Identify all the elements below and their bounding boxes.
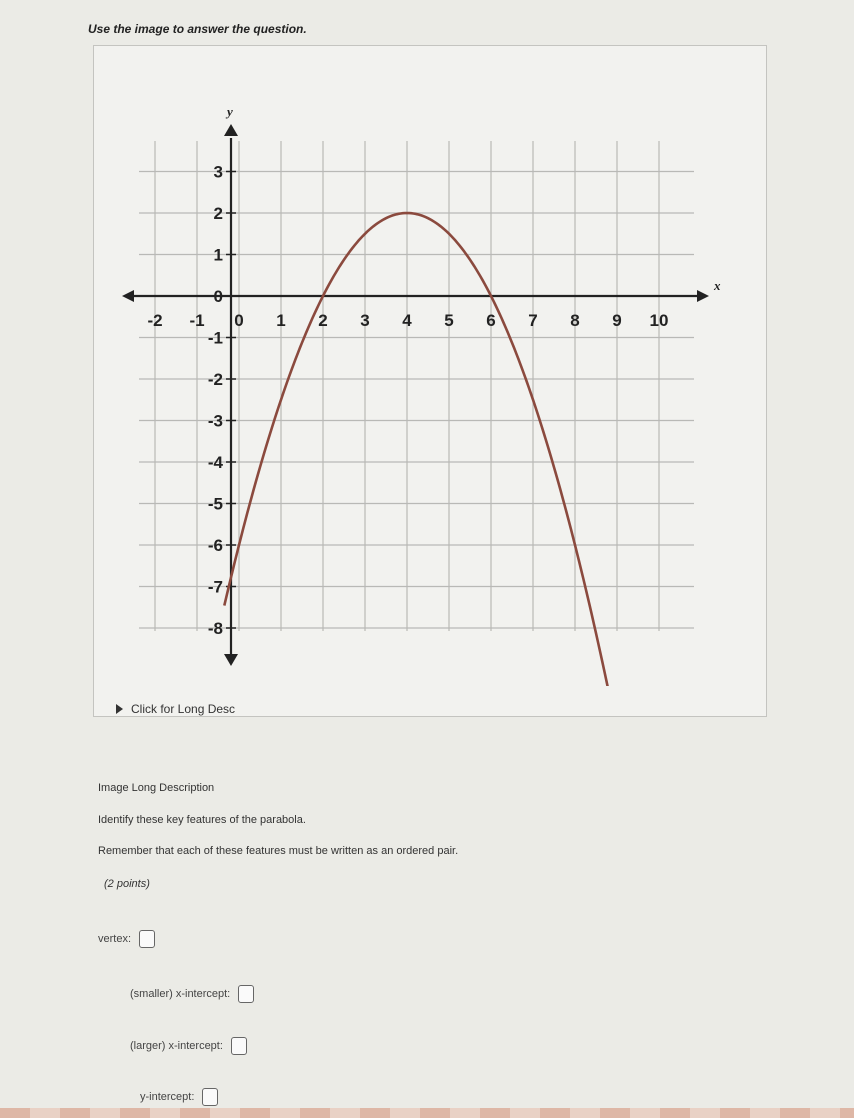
x-tick-label: 9 [612,311,622,330]
expand-triangle-icon [116,704,123,714]
x-tick-label: -1 [189,311,205,330]
question-prompt: Identify these key features of the parabola. [98,814,306,826]
x-tick-label: 5 [444,311,454,330]
y-axis-up-arrow-icon [224,124,238,136]
y-intercept-label: y-intercept: [140,1091,195,1103]
y-intercept-row [140,1088,218,1106]
larger-x-intercept-input[interactable] [231,1037,247,1055]
long-description-toggle-label: Click for Long Desc [131,702,236,716]
y-tick-label: -8 [207,619,223,638]
y-intercept-input[interactable] [202,1088,218,1106]
vertex-row [98,930,155,948]
long-description-heading: Image Long Description [98,782,215,794]
parabola-curve [224,213,622,686]
larger-x-intercept-row [130,1037,247,1055]
smaller-x-intercept-label: (smaller) x-intercept: [130,988,231,1000]
vertex-label: vertex: [98,933,132,945]
x-axis-right-arrow-icon [697,290,709,302]
y-tick-label: -6 [207,536,223,555]
y-tick-label: -5 [207,494,223,514]
smaller-x-intercept-input[interactable] [238,985,254,1003]
vertex-input[interactable] [139,930,155,948]
y-tick-label: 3 [213,162,223,182]
y-axis-down-arrow-icon [224,654,238,666]
y-tick-label: 0 [213,287,223,306]
x-tick-label: 6 [486,311,496,330]
x-tick-label: 8 [570,311,580,330]
y-tick-label: -7 [207,577,223,597]
x-tick-label: 4 [402,311,412,330]
x-tick-label: -2 [147,311,163,330]
instruction-text: Use the image to answer the question. [88,22,307,36]
larger-x-intercept-label: (larger) x-intercept: [130,1040,223,1052]
y-tick-label: 1 [213,245,223,265]
question-reminder: Remember that each of these features must be written as an ordered pair. [98,845,459,857]
x-tick-label: 0 [234,311,244,330]
x-axis-left-arrow-icon [122,290,134,302]
y-tick-label: -2 [207,370,223,389]
bottom-decorative-strip [0,1108,854,1118]
points-value: (2 points) [104,878,150,890]
x-tick-label: 7 [528,311,538,330]
y-axis-label: y [227,104,233,119]
x-tick-label: 2 [318,311,328,330]
x-tick-label: 3 [360,311,370,330]
figure-container [93,45,767,717]
x-tick-label: 10 [649,311,669,330]
parabola-graph [94,46,766,686]
long-description-toggle[interactable] [116,702,235,716]
x-tick-label: 1 [276,311,286,330]
x-axis-label: x [714,278,721,293]
y-tick-label: -3 [207,411,223,431]
y-tick-label: -1 [207,328,223,348]
y-tick-label: 2 [213,204,223,223]
smaller-x-intercept-row [130,985,254,1003]
y-tick-label: -4 [207,453,223,472]
